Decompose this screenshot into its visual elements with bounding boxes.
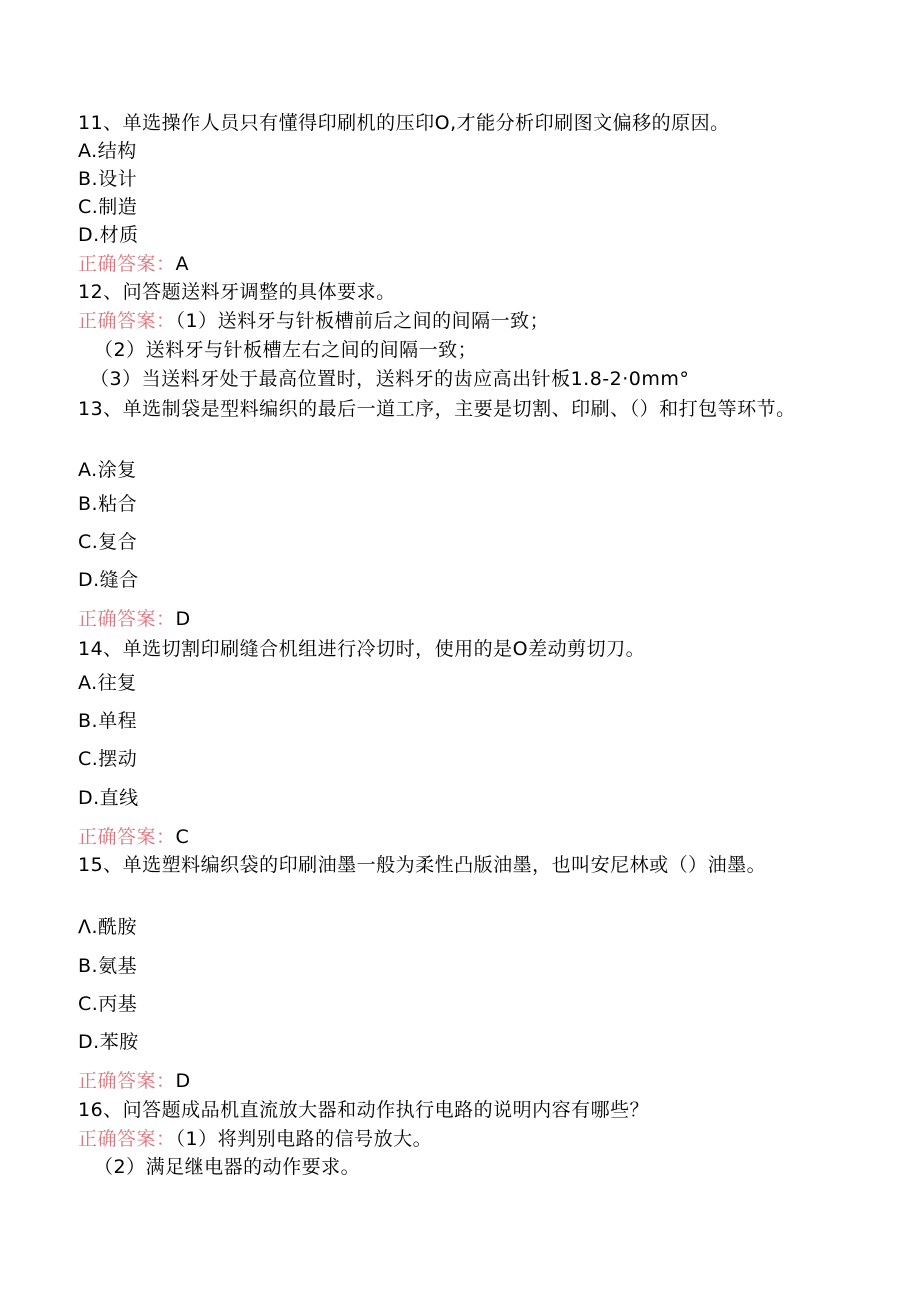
answer-line-1: （1）将判别电路的信号放大。 [175, 1128, 433, 1150]
question-13-stem: 13、单选制袋是型料编织的最后一道工序，主要是切割、印刷、（）和打包等环节。 [78, 398, 796, 420]
question-16-answer-line-2: （2）满足继电器的动作要求。 [94, 1156, 361, 1178]
answer-label: 正确答案： [78, 253, 176, 275]
question-12-stem: 12、问答题送料牙调整的具体要求。 [78, 281, 396, 303]
question-14-option-a: A.往复 [78, 672, 137, 694]
answer-value: C [175, 826, 190, 848]
question-15-stem: 15、单选塑料编织袋的印刷油墨一般为柔性凸版油墨，也叫安尼林或（）油墨。 [78, 854, 767, 876]
question-13-option-d: D.缝合 [78, 569, 139, 591]
question-11-option-b: B.设计 [78, 168, 138, 190]
question-14-option-b: B.单程 [78, 710, 138, 732]
answer-label: 正确答案： [78, 1070, 176, 1092]
question-12-answer-line-3: （3）当送料牙处于最高位置时，送料牙的齿应高出针板1.8-2·0mm° [90, 368, 690, 390]
answer-line-1: （1）送料牙与针板槽前后之间的间隔一致； [175, 310, 550, 332]
question-14-option-c: C.摆动 [78, 748, 138, 770]
answer-label: 正确答案： [78, 1128, 176, 1150]
question-11-stem: 11、单选操作人员只有懂得印刷机的压印O,才能分析印刷图文偏移的原因。 [78, 112, 730, 134]
question-12-answer-line-2: （2）送料牙与针板槽左右之间的间隔一致； [94, 339, 478, 361]
answer-value: D [175, 608, 191, 630]
question-13-answer [78, 607, 191, 631]
question-13-option-c: C.复合 [78, 531, 138, 553]
answer-label: 正确答案： [78, 608, 176, 630]
question-15-option-c: C.丙基 [78, 993, 138, 1015]
answer-value: D [175, 1070, 191, 1092]
answer-value: A [175, 253, 190, 275]
question-15-answer [78, 1069, 191, 1093]
question-16-answer [78, 1127, 432, 1151]
question-15-option-a: Λ.酰胺 [78, 916, 138, 938]
question-15-option-d: D.苯胺 [78, 1031, 139, 1053]
question-12-answer [78, 309, 549, 333]
question-14-stem: 14、单选切割印刷缝合机组进行冷切时，使用的是O差动剪切刀。 [78, 638, 646, 660]
question-11-option-a: A.结构 [78, 140, 137, 162]
question-14-option-d: D.直线 [78, 787, 139, 809]
question-15-option-b: B.氨基 [78, 955, 138, 977]
question-14-answer [78, 825, 189, 849]
question-11-answer [78, 252, 189, 276]
question-13-option-a: A.涂复 [78, 459, 137, 481]
answer-label: 正确答案： [78, 310, 176, 332]
question-13-option-b: B.粘合 [78, 493, 138, 515]
question-16-stem: 16、问答题成品机直流放大器和动作执行电路的说明内容有哪些？ [78, 1099, 650, 1121]
question-11-option-d: D.材质 [78, 224, 139, 246]
question-11-option-c: C.制造 [78, 196, 138, 218]
answer-label: 正确答案： [78, 826, 176, 848]
